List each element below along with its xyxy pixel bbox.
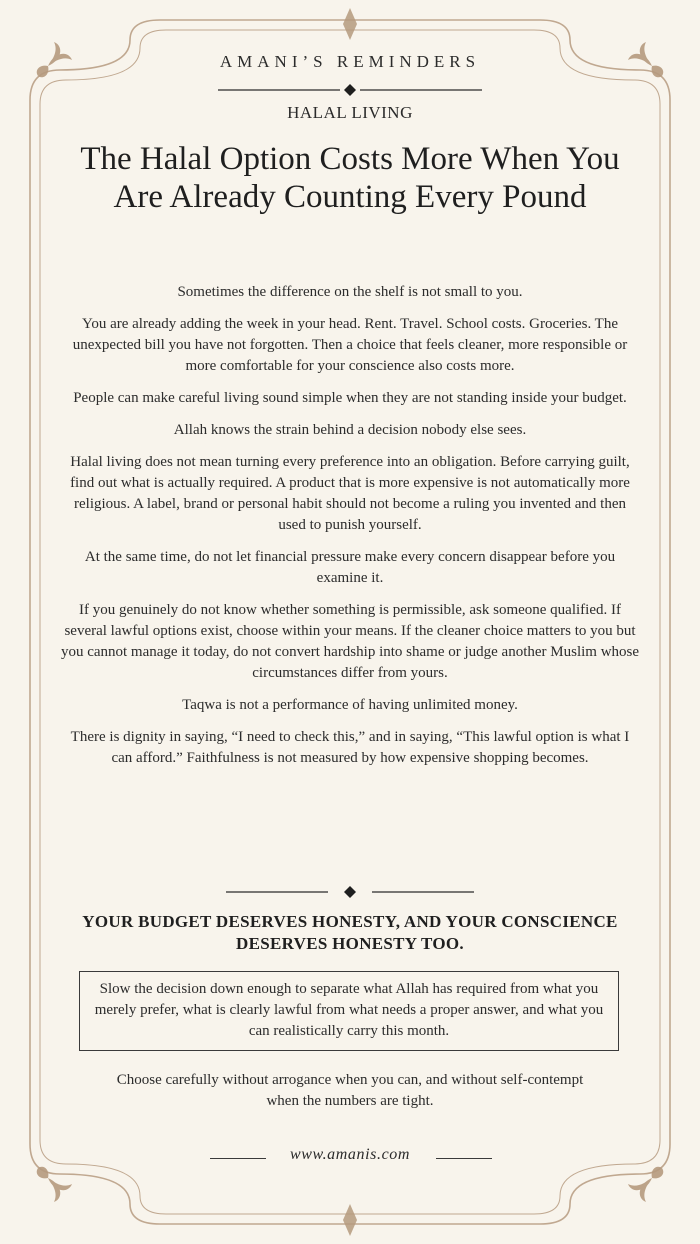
paragraph: Halal living does not mean turning every preference into an obligation. Before carrying guilt, find out what is actually required. A product that is more expensive is not automatically more religious. A label, brand or personal habit should not become a ruling you invented and then used to punish yourself. — [70, 454, 630, 533]
paragraph: At the same time, do not let financial pressure make every concern disappear before you examine it. — [84, 549, 616, 586]
advice-box: Slow the decision down enough to separate what Allah has required from what you merely prefer, what is clearly lawful from what needs a proper answer, and what you can realistically carry this month. — [79, 971, 619, 1051]
divider-diamond-icon — [218, 82, 482, 98]
brand-name: AMANI’S REMINDERS — [219, 52, 481, 71]
website-link[interactable]: www.amanis.com — [289, 1146, 411, 1163]
footer-rule-right — [436, 1158, 492, 1159]
paragraph: People can make careful living sound simple when they are not standing inside your budget. — [73, 390, 627, 406]
article-title: The Halal Option Costs More When You Are Already Counting Every Pound — [80, 141, 620, 215]
paragraph: If you genuinely do not know whether something is permissible, ask someone qualified. If several lawful options exist, choose within your means. If the cleaner choice matters to you but you cannot manage it today, do not convert hardship into shame or judge another Muslim whose circumstances differ from yours. — [60, 602, 640, 681]
callout-heading: YOUR BUDGET DESERVES HONESTY, AND YOUR CONSCIENCE DESERVES HONESTY TOO. — [82, 912, 618, 953]
paragraph: Taqwa is not a performance of having unlimited money. — [182, 697, 518, 713]
closing-text: Choose carefully without arrogance when you can, and without self-contempt when the numbers are tight. — [116, 1072, 584, 1109]
paragraph: Allah knows the strain behind a decision nobody else sees. — [173, 422, 527, 438]
divider-diamond-icon — [226, 884, 474, 900]
footer — [60, 1146, 640, 1170]
paragraph: Sometimes the difference on the shelf is not small to you. — [177, 284, 523, 300]
article-body — [60, 282, 640, 780]
category-label: HALAL LIVING — [287, 103, 413, 122]
paragraph: There is dignity in saying, “I need to check this,” and in saying, “This lawful option is what I can afford.” Faithfulness is not measured by how expensive shopping becomes. — [70, 729, 630, 766]
paragraph: You are already adding the week in your head. Rent. Travel. School costs. Groceries. The unexpected bill you have not forgotten. Then a choice that feels cleaner, more responsible or more comfortable for your conscience also costs more. — [72, 316, 628, 374]
